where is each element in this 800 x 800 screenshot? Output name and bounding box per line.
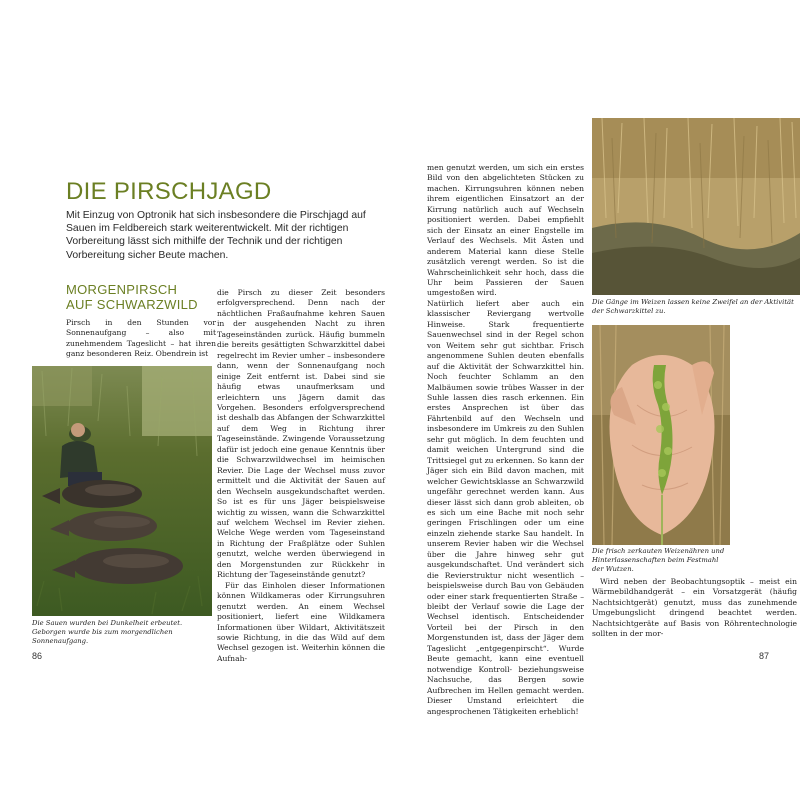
- photo-caption-wheat: Die Gänge im Weizen lassen keine Zweifel an der Aktivität der Schwarzkittel zu.: [592, 298, 794, 315]
- body-paragraph: die Pirsch zu dieser Zeit besonders erfolgversprechend. Denn nach der nächtlichen Fraßaufnahme kehren Sauen in der ausgehenden Nacht zu ihren Tageseinständen zurück. Häufig bummeln die bereits gesättigten Schwarzkittel dabei regelrecht im Revier umher – insbesondere dann, wenn der Sonnenaufgang noch einige Zeit entfernt ist. Dabei sind sie häufig etwas unaufmerksam und erleichtern uns Jägern damit das Vorgehen. Besonders erfolgversprechend ist deshalb das Abfangen der Schwarzkittel auf dem Weg in Richtung ihrer Tageseinstände. Zwingende Voraussetzung dafür ist jedoch eine genaue Kenntnis über die Schwarzwildwechsel im heimischen Revier. Die Lage der Wechsel muss zuvor ermittelt und die Aktivität der Sauen auf den Wechseln ausgekundschaftet werden. So ist es für uns Jäger beispielsweise wichtig zu wissen, wann die Schwarzkittel auf welchem Wechsel im Revier ziehen. Welche Wege werden vom Tageseinstand in Richtung der Fraßplätze oder Suhlen genutzt, welche werden überwiegend in den Morgenstunden zur Rückkehr in Richtung der Tageseinstände genutzt?: [217, 288, 385, 580]
- wild-boar-photo: [32, 366, 212, 616]
- body-column-2: [217, 288, 385, 664]
- page-number-right: 87: [759, 651, 770, 661]
- wheat-field-photo-icon: [592, 118, 800, 295]
- intro-text: Pirsch in den Stunden vor Sonnenaufgang – also mit zunehmendem Tageslicht – hat ihren ganz besonderen Reiz. Obendrein ist: [66, 318, 216, 359]
- page-number-left: 86: [32, 651, 43, 661]
- body-paragraph: Wird neben der Beobachtungsoptik – meist ein Wärmebildhandgerät – ein Vorsatzgerät (häufig Nachtsichtgerät) genutzt, muss das zunehmende Umgebungslicht dringend beachtet werden. Nachtsichtgeräte auf Basis von Röhrentechnologie sollten in der mor-: [592, 577, 797, 639]
- page-title: DIE PIRSCHJAGD: [66, 178, 272, 205]
- photo-caption-boar: Die Sauen wurden bei Dunkelheit erbeutet. Geborgen wurde bis zum morgendlichen Sonnenaufgang.: [32, 619, 183, 645]
- photo-caption-hand: Die frisch zerkauten Weizenähren und Hinterlassenschaften beim Festmahl der Wutzen.: [592, 547, 725, 573]
- body-paragraph: Natürlich liefert aber auch ein klassischer Reviergang wertvolle Hinweise. Stark frequentierte Sauenwechsel sind in der Regel schon von Weitem sehr gut sichtbar. Frisch angenommene Suhlen deuten ebenfalls auf die Aktivität der Schwarzkittel hin. Noch feuchter Schlamm an den Malbäumen sowie trübes Wasser in der Suhle lassen dies rasch erkennen. Ein erstes Ansprechen ist über das Fährtenbild auf den Wechseln und insbesondere im Umkreis zu den Suhlen sehr gut möglich. In dem feuchten und damit weichen Untergrund sind die Trittsiegel gut zu erkennen. So kann der Jäger sich ein Bild davon machen, mit welcher Gewichtsklasse an Schwarzwild ungefähr gerechnet werden kann. Aus dieser lässt sich dann grob ableiten, ob es sich um eine Bache mit noch sehr geringen Frischlingen oder um eine einzeln ziehende starke Sau handelt. In unserem Revier haben wir die Wechsel über die Jahre hinweg sehr gut ausgekundschaftet. Und verändert sich die Revierstruktur nicht wesentlich – beispielsweise durch Bau von Gebäuden oder einer stark frequentierten Straße – bleibt der Verlauf sowie die Lage der Wechsel identisch. Entscheidender Vorteil bei der Pirsch in den Morgenstunden ist, dass der Jäger dem Tageslicht „entgegenpirscht“. Wurde Beute gemacht, kann eine eventuell notwendige Kontroll- beziehungsweise Nachsuche, das Bergen sowie Aufbrechen im Hellen gemacht werden. Dieser Umstand erleichtert die angesprochenen Tätigkeiten erheblich!: [427, 298, 584, 716]
- intro-paragraph: [66, 318, 216, 360]
- lead-paragraph: Mit Einzug von Optronik hat sich insbesondere die Pirschjagd auf Sauen im Feldbereich stark weiterentwickelt. Mit der richtigen Vorbereitung lässt sich mithilfe der Technik und der richtigen Vorbereitung sicher Beute machen.: [66, 210, 366, 261]
- body-paragraph: Für das Einholen dieser Informationen können Wildkameras oder Kirrungsuhren genutzt werden. An einem Wechsel positioniert, liefert eine Wildkamera Informationen über Wildart, Aktivitätszeit sowie Richtung, in die das Wild auf dem Wechsel gezogen ist. Weiterhin können die Aufnah-: [217, 580, 385, 663]
- body-paragraph: men genutzt werden, um sich ein erstes Bild von den abgelichteten Stücken zu machen. Kirrungsuhren können neben ihrem eigentlichen Einsatzort an der Kirrung natürlich auch auf Wechseln positioniert werden. Dabei empfiehlt sich der Einsatz an einer Engstelle im Verlauf des Wechsels. Mit Ästen und anderem Material kann diese Stelle zusätzlich verengt werden. So ist die Wahrscheinlichkeit sehr hoch, dass die Uhr beim Passieren der Sauen umgestoßen wird.: [427, 163, 584, 298]
- subheading-line-1: MORGENPIRSCH: [66, 282, 178, 297]
- body-column-4: [592, 577, 797, 640]
- wheat-field-photo: [592, 118, 800, 295]
- wheat-in-hand-photo: [592, 325, 730, 545]
- subheading-line-2: AUF SCHWARZWILD: [66, 296, 198, 312]
- body-column-3: [427, 163, 584, 717]
- wild-boar-photo-icon: [32, 366, 212, 616]
- wheat-in-hand-photo-icon: [592, 325, 730, 545]
- subheading: [66, 283, 216, 312]
